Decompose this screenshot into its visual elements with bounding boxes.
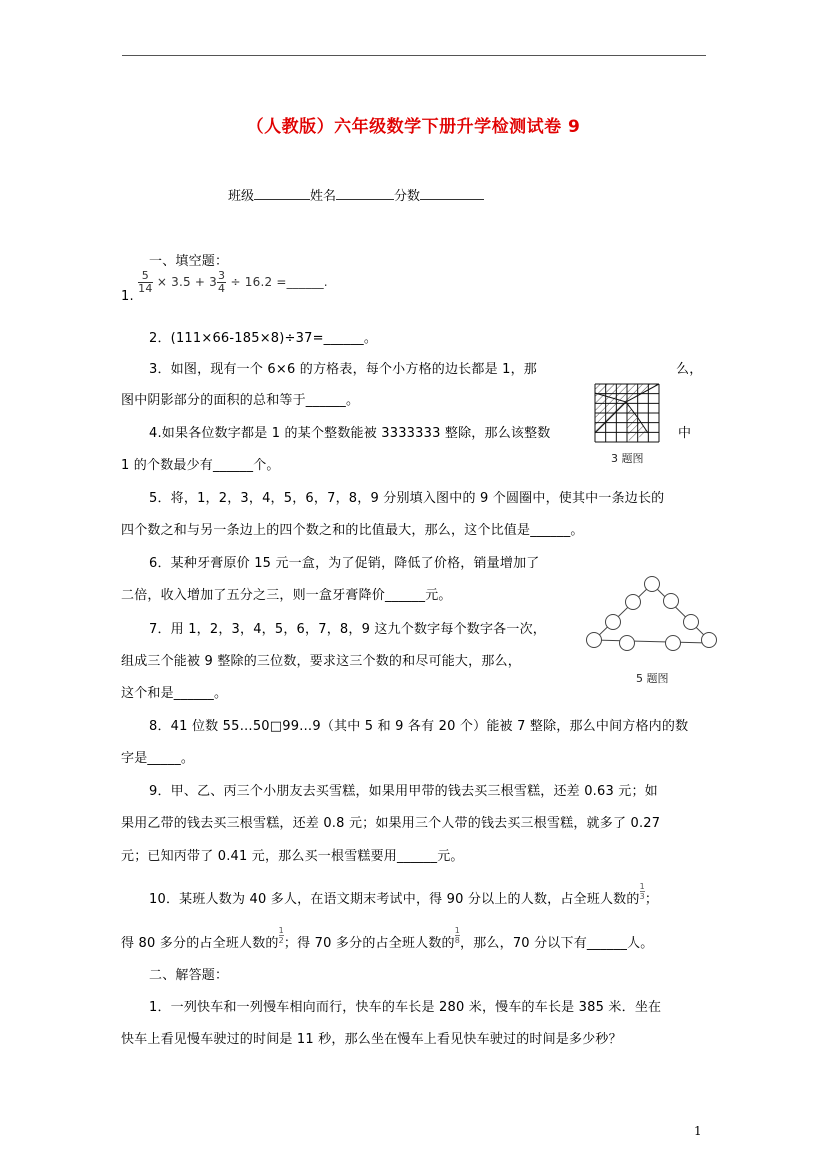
question-4-line-1: 4.如果各位数字都是 1 的某个整数能被 3333333 整除，那么该整数 bbox=[149, 426, 551, 441]
figure-5-caption: 5 题图 bbox=[636, 672, 669, 685]
question-8-line-2: 字是_____。 bbox=[121, 751, 195, 766]
q10-fraction-1-8: $\frac{1}{8}$ bbox=[454, 926, 461, 945]
question-6-line-1: 6．某种牙膏原价 15 元一盒，为了促销，降低了价格，销量增加了 bbox=[149, 556, 540, 571]
question-4-line-2: 1 的个数最少有______个。 bbox=[121, 458, 280, 473]
figure-5-triangle bbox=[580, 574, 726, 654]
q10-text-1-end: ； bbox=[644, 892, 659, 907]
q1-expr-end: ÷ 16.2 =______. bbox=[230, 275, 328, 289]
figure-3-caption: 3 题图 bbox=[611, 452, 644, 465]
section2-heading: 二、解答题： bbox=[149, 968, 229, 983]
question-2: 2．(111×66-185×8)÷37=______。 bbox=[149, 331, 378, 346]
q1-number: 1. bbox=[121, 289, 134, 304]
question-8-line-1: 8．41 位数 55…50□99…9（其中 5 和 9 各有 20 个）能被 7 整除，那么中间方格内的数 bbox=[149, 719, 689, 734]
number-circle bbox=[645, 577, 660, 592]
section2-question-1-line-1: 1．一列快车和一列慢车相向而行，快车的车长是 280 米，慢车的车长是 385 米．坐在 bbox=[149, 1000, 662, 1015]
number-circle bbox=[620, 636, 635, 651]
q10-text-2a: 得 80 多分的占全班人数的 bbox=[121, 936, 279, 951]
question-6-line-2: 二倍，收入增加了五分之三，则一盒牙膏降价______元。 bbox=[121, 588, 452, 603]
question-10-line-1 bbox=[149, 882, 659, 907]
section2-question-1-line-2: 快车上看见慢车驶过的时间是 11 秒，那么坐在慢车上看见快车驶过的时间是多少秒？ bbox=[121, 1032, 622, 1047]
question-5-line-1: 5．将，1，2，3，4，5，6，7，8，9 分别填入图中的 9 个圆圈中，使其中一条边长的 bbox=[149, 491, 665, 506]
name-blank[interactable] bbox=[336, 187, 394, 200]
question-3-line-1: 3．如图，现有一个 6×6 的方格表，每个小方格的边长都是 1，那 bbox=[149, 362, 537, 377]
number-circle bbox=[626, 595, 641, 610]
question-9-line-1: 9．甲、乙、丙三个小朋友去买雪糕，如果用甲带的钱去买三根雪糕，还差 0.63 元；如 bbox=[149, 784, 658, 799]
number-circle bbox=[702, 633, 717, 648]
class-label: 班级 bbox=[228, 189, 255, 204]
page-number: 1 bbox=[694, 1124, 702, 1138]
shaded-region-right bbox=[626, 402, 648, 442]
question-10-line-2 bbox=[121, 926, 654, 951]
page-title: （人教版）六年级数学下册升学检测试卷 9 bbox=[246, 117, 581, 137]
question-7-line-3: 这个和是______。 bbox=[121, 686, 228, 701]
number-circle bbox=[606, 615, 621, 630]
score-blank[interactable] bbox=[420, 187, 484, 200]
student-info-line bbox=[228, 185, 484, 204]
question-7-line-2: 组成三个能被 9 整除的三位数，要求这三个数的和尽可能大，那么， bbox=[121, 654, 521, 669]
q10-fraction-1-3: $\frac{1}{3}$ bbox=[639, 882, 645, 901]
question-4-line-1-end: 中 bbox=[678, 426, 692, 441]
q10-text-2b: ；得 70 多分的占全班人数的 bbox=[283, 936, 455, 951]
q1-fraction-2: $\frac{3}{4}$ bbox=[217, 269, 226, 295]
number-circle bbox=[666, 636, 681, 651]
number-circle bbox=[587, 633, 602, 648]
number-circle bbox=[664, 594, 679, 609]
number-circle bbox=[684, 615, 699, 630]
question-9-line-3: 元；已知丙带了 0.41 元，那么买一根雪糕要用______元。 bbox=[121, 849, 464, 864]
class-blank[interactable] bbox=[254, 187, 310, 200]
question-9-line-2: 果用乙带的钱去买三根雪糕，还差 0.8 元；如果用三个人带的钱去买三根雪糕，就多了 0.27 bbox=[121, 816, 661, 831]
question-5-line-2: 四个数之和与另一条边上的四个数之和的比值最大，那么，这个比值是______。 bbox=[121, 523, 584, 538]
question-7-line-1: 7．用 1，2，3，4，5，6，7，8，9 这九个数字每个数字各一次， bbox=[149, 622, 546, 637]
name-label: 姓名 bbox=[310, 189, 337, 204]
q10-text-1: 10．某班人数为 40 多人，在语文期末考试中，得 90 分以上的人数，占全班人数的 bbox=[149, 892, 640, 907]
score-label: 分数 bbox=[394, 189, 421, 204]
q10-fraction-1-2: $\frac{1}{2}$ bbox=[278, 926, 284, 945]
q10-text-2c: ，那么，70 分以下有______人。 bbox=[460, 936, 654, 951]
question-1 bbox=[121, 269, 328, 304]
figure-3-grid bbox=[594, 383, 660, 443]
question-3-line-1-end: 么， bbox=[676, 362, 703, 377]
q1-fraction-1: $\frac{5}{14}$ bbox=[138, 269, 153, 295]
q1-expr-mid: × 3.5 + 3 bbox=[156, 275, 217, 289]
header-rule bbox=[122, 55, 706, 56]
section1-heading: 一、填空题： bbox=[149, 254, 229, 269]
question-3-line-2: 图中阴影部分的面积的总和等于______。 bbox=[121, 393, 360, 408]
